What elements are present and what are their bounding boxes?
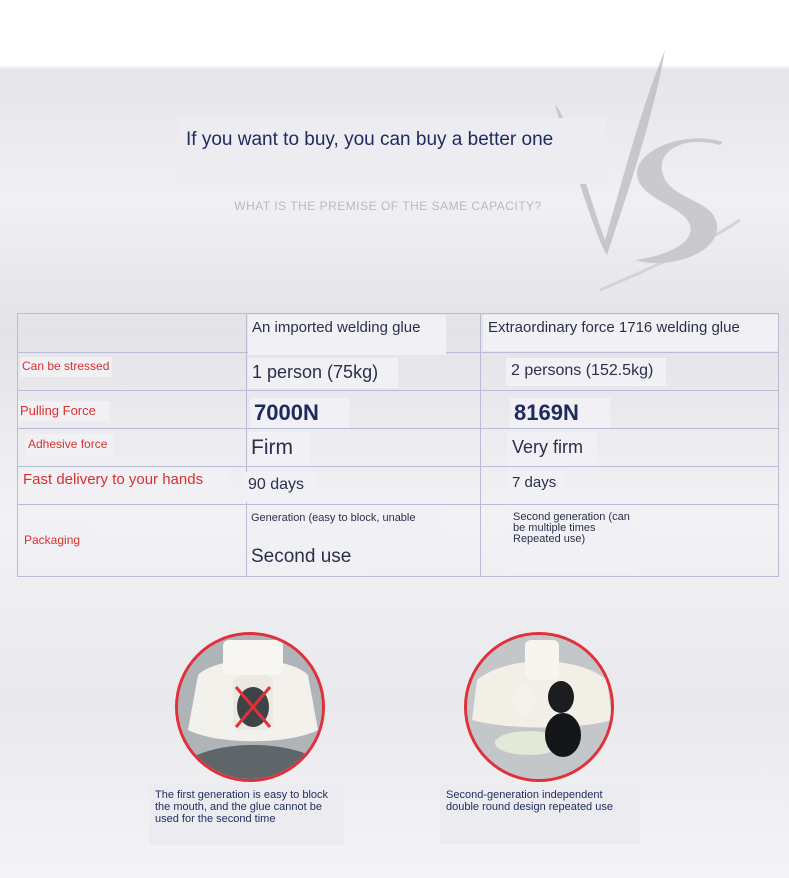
cell-extraordinary-pulling-force: 8169N xyxy=(510,398,610,428)
comparison-table xyxy=(17,313,779,577)
row-divider xyxy=(18,504,778,505)
row-label-pulling-force: Pulling Force xyxy=(18,401,110,421)
cell-imported-delivery: 90 days xyxy=(244,472,316,502)
cell-extraordinary-packaging: Second generation (can be multiple times Repeated use) xyxy=(508,508,636,572)
row-label-stress: Can be stressed xyxy=(20,357,112,377)
cell-imported-packaging: Second use xyxy=(248,540,368,576)
cell-extraordinary-adhesive-force: Very firm xyxy=(507,432,597,466)
cell-extraordinary-stress: 2 persons (152.5kg) xyxy=(506,358,666,386)
cell-imported-adhesive-force: Firm xyxy=(248,432,310,466)
row-divider xyxy=(18,390,778,391)
page-subtitle: WHAT IS THE PREMISE OF THE SAME CAPACITY? xyxy=(234,199,542,213)
second-generation-caption: Second-generation independent double round design repeated use xyxy=(440,784,640,844)
row-label-packaging: Packaging xyxy=(20,519,92,559)
second-generation-product-image xyxy=(464,632,614,782)
double-nozzle-photo xyxy=(467,635,614,782)
blocked-nozzle-photo xyxy=(178,635,325,782)
page-title: If you want to buy, you can buy a better one xyxy=(179,118,606,184)
row-label-adhesive-force: Adhesive force xyxy=(25,434,113,456)
column-divider xyxy=(480,314,481,576)
column-divider xyxy=(246,314,247,576)
cell-imported-packaging-note: Generation (easy to block, unable xyxy=(248,508,444,532)
row-divider xyxy=(18,466,778,467)
row-label-delivery: Fast delivery to your hands xyxy=(20,469,230,493)
column-header-extraordinary: Extraordinary force 1716 welding glue xyxy=(483,315,778,351)
row-divider xyxy=(18,428,778,429)
cell-imported-pulling-force: 7000N xyxy=(250,398,350,428)
cell-extraordinary-delivery: 7 days xyxy=(508,470,564,500)
first-generation-caption: The first generation is easy to block the mouth, and the glue cannot be used for the second time xyxy=(149,784,344,845)
column-header-imported: An imported welding glue xyxy=(248,315,446,355)
cell-imported-stress: 1 person (75kg) xyxy=(248,358,398,388)
first-generation-product-image xyxy=(175,632,325,782)
